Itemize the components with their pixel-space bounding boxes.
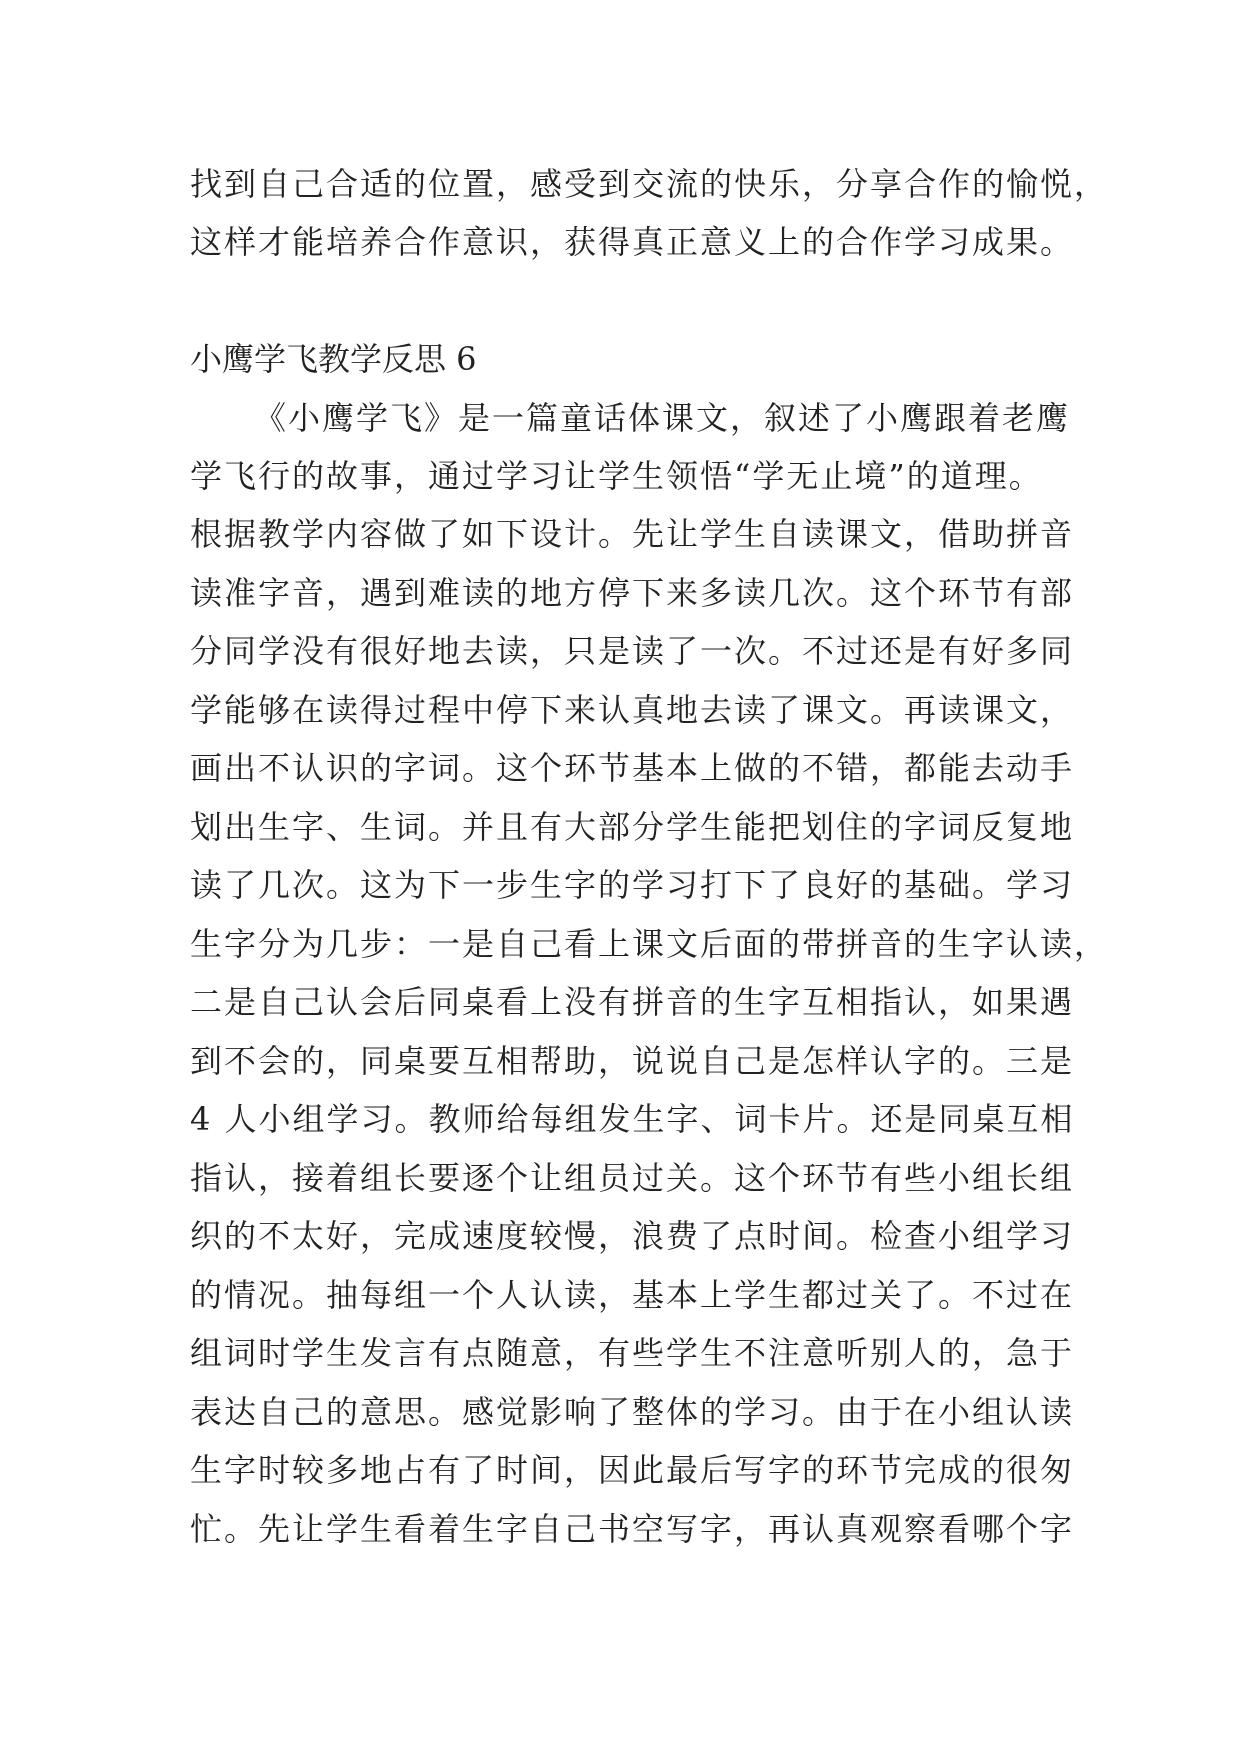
paragraph-line: 织的不太好，完成速度较慢，浪费了点时间。检查小组学习 bbox=[190, 1217, 1075, 1255]
paragraph-line: 学飞行的故事，通过学习让学生领悟“学无止境”的道理。 bbox=[190, 457, 1043, 495]
paragraph-line: 组词时学生发言有点随意，有些学生不注意听别人的，急于 bbox=[190, 1334, 1075, 1372]
paragraph-line: 到不会的，同桌要互相帮助，说说自己是怎样认字的。三是 bbox=[190, 1042, 1075, 1080]
paragraph-line: 读准字音，遇到难读的地方停下来多读几次。这个环节有部 bbox=[190, 574, 1075, 612]
paragraph-line: 分同学没有很好地去读，只是读了一次。不过还是有好多同 bbox=[190, 632, 1075, 670]
paragraph-line: 的情况。抽每组一个人认读，基本上学生都过关了。不过在 bbox=[190, 1276, 1075, 1314]
paragraph-line: 找到自己合适的位置，感受到交流的快乐，分享合作的愉悦， bbox=[190, 165, 1109, 203]
section-heading: 小鹰学飞教学反思 6 bbox=[190, 340, 477, 378]
paragraph-line: 根据教学内容做了如下设计。先让学生自读课文，借助拼音 bbox=[190, 515, 1075, 553]
paragraph-line: 这样才能培养合作意识，获得真正意义上的合作学习成果。 bbox=[190, 223, 1075, 261]
paragraph-line: 忙。先让学生看着生字自己书空写字，再认真观察看哪个字 bbox=[190, 1510, 1075, 1548]
paragraph-line: 指认，接着组长要逐个让组员过关。这个环节有些小组长组 bbox=[190, 1159, 1075, 1197]
paragraph-line: 4 人小组学习。教师给每组发生字、词卡片。还是同桌互相 bbox=[190, 1100, 1075, 1138]
paragraph-line: 学能够在读得过程中停下来认真地去读了课文。再读课文， bbox=[190, 691, 1075, 729]
paragraph-line: 画出不认识的字词。这个环节基本上做的不错，都能去动手 bbox=[190, 749, 1075, 787]
paragraph-line: 二是自己认会后同桌看上没有拼音的生字互相指认，如果遇 bbox=[190, 983, 1075, 1021]
paragraph-line: 划出生字、生词。并且有大部分学生能把划住的字词反复地 bbox=[190, 808, 1075, 846]
paragraph-line: 表达自己的意思。感觉影响了整体的学习。由于在小组认读 bbox=[190, 1393, 1075, 1431]
paragraph-line: 生字时较多地占有了时间，因此最后写字的环节完成的很匆 bbox=[190, 1451, 1075, 1489]
paragraph-line: 读了几次。这为下一步生字的学习打下了良好的基础。学习 bbox=[190, 866, 1075, 904]
paragraph-line: 生字分为几步：一是自己看上课文后面的带拼音的生字认读， bbox=[190, 925, 1109, 963]
paragraph-line: 《小鹰学飞》是一篇童话体课文，叙述了小鹰跟着老鹰 bbox=[254, 399, 1071, 437]
